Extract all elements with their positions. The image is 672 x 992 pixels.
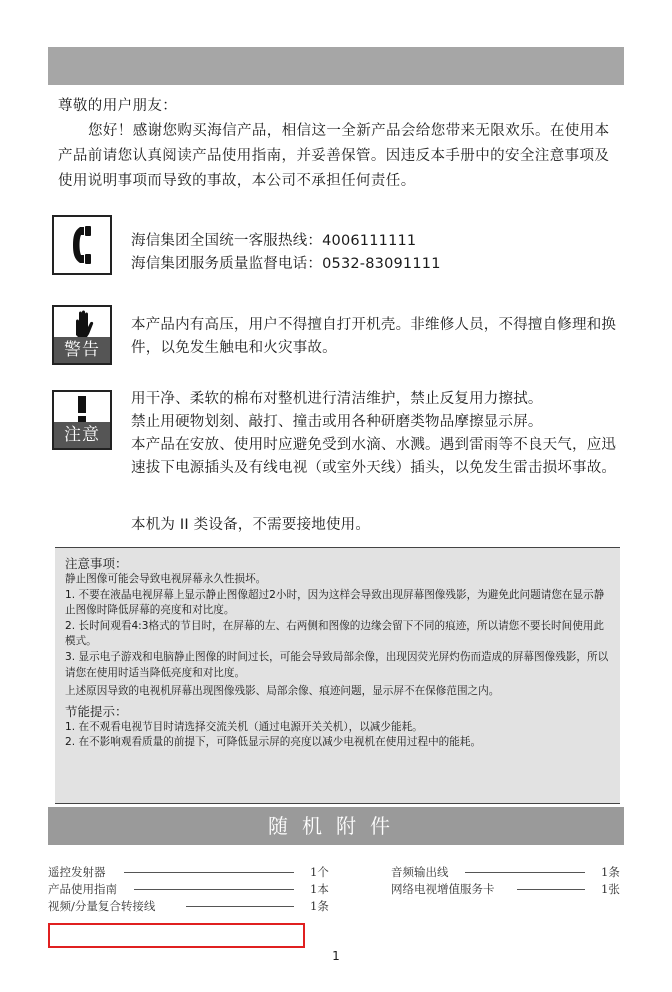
accessory-item (48, 881, 329, 898)
energy-item: 1. 在不观看电视节目时请选择交流关机（通过电源开关关机），以减少能耗。 (65, 720, 423, 733)
caution-line-2: 禁止用硬物划刻、敲打、撞击或用各种研磨类物品摩擦显示屏。 (131, 414, 543, 430)
accessory-name: 网络电视增值服务卡 (391, 882, 495, 896)
notice-item: 1. 不要在液晶电视屏幕上显示静止图像超过2小时，因为这样会导致出现屏幕图像残影，为避免此问题请您在显示静止图像时降低屏幕的亮度和对比度。 (65, 588, 605, 617)
class-two-statement: 本机为 II 类设备，不需要接地使用。 (131, 517, 371, 533)
accessory-name: 遥控发射器 (48, 865, 106, 879)
hotline-block (131, 230, 601, 275)
energy-title: 节能提示： (65, 703, 128, 719)
highlight-box[interactable] (48, 923, 305, 948)
notice-item: 3. 显示电子游戏和电脑静止图像的时间过长，可能会导致局部余像，出现因荧光屏灼伤而造成的屏幕图像残影，所以请您在使用时适当降低亮度和对比度。 (65, 650, 609, 679)
leader-line (186, 906, 294, 907)
telephone-icon (52, 215, 112, 275)
notice-box (55, 547, 620, 804)
accessory-qty: 1条 (601, 865, 620, 879)
caution-line-3: 本产品在安放、使用时应避免受到水滴、水溅。遇到雷雨等不良天气，应迅速拔下电源插头及有线电视（或室外天线）插头，以免发生雷击损坏事故。 (131, 437, 617, 476)
accessory-item (48, 864, 329, 881)
notice-footer: 上述原因导致的电视机屏幕出现图像残影、局部余像、痕迹问题，显示屏不在保修范围之内。 (65, 685, 500, 698)
header-bar (48, 47, 624, 85)
notice-title: 注意事项： (65, 556, 128, 571)
accessory-item (391, 864, 624, 881)
caution-line-1: 用干净、柔软的棉布对整机进行清洁维护，禁止反复用力擦拭。 (131, 391, 543, 407)
accessory-qty: 1个 (310, 865, 329, 879)
accessory-item (391, 881, 624, 898)
accessory-qty: 1张 (601, 882, 620, 896)
exclamation-icon (54, 392, 110, 424)
leader-line (517, 889, 585, 890)
greeting: 尊敬的用户朋友： (58, 98, 178, 114)
accessories-title: 随机附件 (48, 807, 624, 845)
leader-line (124, 872, 294, 873)
accessory-qty: 1条 (310, 899, 329, 913)
hand-stop-icon (54, 307, 110, 339)
warning-badge (52, 305, 112, 365)
accessory-item (48, 898, 329, 915)
accessory-name: 视频/分量复合转接线 (48, 899, 156, 913)
page-number: 1 (332, 949, 340, 963)
accessory-name: 产品使用指南 (48, 882, 117, 896)
caution-text (131, 388, 621, 480)
intro-paragraph: 您好！感谢您购买海信产品，相信这一全新产品会给您带来无限欢乐。在使用本产品前请您认真阅读产品使用指南，并妥善保管。因违反本手册中的安全注意事项及使用说明事项而导致的事故，本公司不承担任何责任。 (58, 123, 610, 189)
accessory-name: 音频输出线 (391, 865, 449, 879)
warning-text: 本产品内有高压，用户不得擅自打开机壳。非维修人员，不得擅自修理和换件，以免发生触电和火灾事故。 (131, 317, 617, 356)
supervision-hotline: 海信集团服务质量监督电话：0532-83091111 (131, 255, 441, 272)
warning-label: 警告 (54, 337, 110, 363)
caution-label: 注意 (54, 422, 110, 448)
notice-subtitle: 静止图像可能会导致电视屏幕永久性损坏。 (65, 573, 267, 585)
leader-line (465, 872, 585, 873)
energy-item: 2. 在不影响观看质量的前提下，可降低显示屏的亮度以减少电视机在使用过程中的能耗。 (65, 736, 482, 749)
notice-item: 2. 长时间观看4:3格式的节目时，在屏幕的左、右两侧和图像的边缘会留下不同的痕迹，所以请您不要长时间使用此模式。 (65, 619, 605, 648)
service-hotline: 海信集团全国统一客服热线：4006111111 (131, 233, 417, 249)
intro-section (58, 94, 618, 194)
accessory-qty: 1本 (310, 882, 329, 896)
caution-badge (52, 390, 112, 450)
leader-line (134, 889, 294, 890)
